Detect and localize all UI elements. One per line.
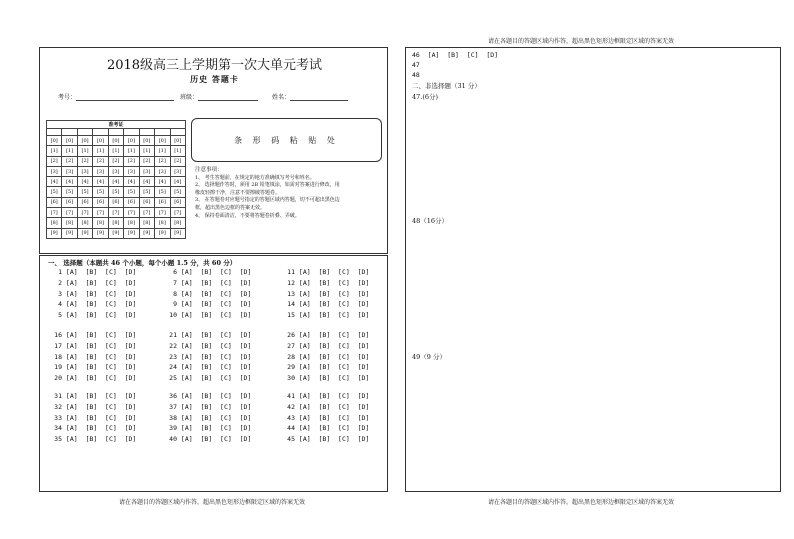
admission-bubble[interactable]: [7] bbox=[62, 208, 77, 218]
header-panel bbox=[39, 47, 388, 254]
admission-bubble[interactable]: [5] bbox=[93, 187, 108, 197]
admission-bubble[interactable]: [6] bbox=[124, 197, 139, 207]
choice-question-row[interactable] bbox=[50, 342, 136, 350]
question-number: 19 bbox=[54, 363, 62, 372]
admission-bubble[interactable]: [8] bbox=[47, 218, 62, 228]
notice-item: 橡皮轻擦干净，注意不要擦破答题卷。 bbox=[195, 189, 281, 196]
q48-number: 48 bbox=[412, 71, 420, 79]
answer-options[interactable]: [A] [B] [C] [D] bbox=[298, 413, 370, 422]
question-number: 4 bbox=[58, 300, 62, 309]
answer-options[interactable]: [A] [B] [C] [D] bbox=[298, 331, 370, 339]
choice-question-row[interactable] bbox=[283, 414, 369, 422]
admission-bubble[interactable]: [5] bbox=[47, 187, 62, 197]
admission-bubble[interactable]: [5] bbox=[139, 187, 154, 197]
choice-question-row[interactable] bbox=[50, 290, 136, 298]
admission-bubble[interactable]: [1] bbox=[47, 146, 62, 156]
question-number: 23 bbox=[169, 352, 177, 361]
choice-question-row[interactable] bbox=[283, 300, 369, 308]
choice-question-row[interactable] bbox=[50, 268, 136, 276]
admission-bubble[interactable]: [2] bbox=[108, 156, 123, 166]
notice-item: 2、 选择题作答时，须用 2B 铅笔填涂，如需对答案进行修改，用 bbox=[195, 182, 340, 189]
choice-question-row[interactable] bbox=[50, 331, 136, 339]
admission-bubble[interactable]: [9] bbox=[124, 228, 139, 238]
admission-bubble[interactable]: [3] bbox=[124, 166, 139, 176]
admission-bubble[interactable]: [9] bbox=[155, 228, 170, 238]
choice-question-row[interactable] bbox=[165, 424, 251, 432]
answer-options[interactable]: [A] [B] [C] [D] bbox=[180, 424, 252, 433]
answer-options[interactable]: [A] [B] [C] [D] bbox=[180, 268, 252, 276]
admission-bubble[interactable]: [1] bbox=[170, 146, 186, 156]
question-number: 26 bbox=[287, 331, 295, 339]
admission-bubble[interactable]: [6] bbox=[170, 197, 186, 207]
answer-options[interactable]: [A] [B] [C] [D] bbox=[180, 341, 252, 350]
question-number: 41 bbox=[287, 392, 295, 400]
admission-bubble[interactable]: [3] bbox=[47, 166, 62, 176]
choice-question-row[interactable] bbox=[165, 392, 251, 400]
question-number: 43 bbox=[287, 413, 295, 422]
question-number: 7 bbox=[173, 278, 177, 287]
admission-entry-cell[interactable] bbox=[108, 129, 123, 136]
admission-bubble[interactable]: [6] bbox=[77, 197, 92, 207]
exam-no-input-line[interactable] bbox=[76, 93, 174, 101]
admission-entry-cell[interactable] bbox=[124, 129, 139, 136]
admission-bubble[interactable]: [3] bbox=[93, 166, 108, 176]
answer-options[interactable]: [A] [B] [C] [D] bbox=[180, 413, 252, 422]
q47-number: 47 bbox=[412, 61, 420, 69]
answer-options[interactable]: [A] [B] [C] [D] bbox=[65, 413, 137, 422]
choice-question-row[interactable] bbox=[165, 279, 251, 287]
admission-bubble[interactable]: [4] bbox=[108, 177, 123, 187]
admission-bubble[interactable]: [7] bbox=[124, 208, 139, 218]
bottom-left-instruction: 请在各题目的答题区域内作答，超出黑色矩形边框限定区域的答案无效 bbox=[119, 499, 306, 506]
admission-bubble[interactable]: [2] bbox=[155, 156, 170, 166]
admission-bubble[interactable]: [5] bbox=[124, 187, 139, 197]
question-number: 44 bbox=[287, 424, 295, 433]
admission-bubble[interactable]: [8] bbox=[108, 218, 123, 228]
choice-question-row[interactable] bbox=[283, 353, 369, 361]
question-number: 5 bbox=[58, 311, 62, 320]
admission-bubble[interactable]: [1] bbox=[93, 146, 108, 156]
answer-options[interactable]: [A] [B] [C] [D] bbox=[298, 374, 370, 383]
answer-options[interactable]: [A] [B] [C] [D] bbox=[298, 402, 370, 411]
notice-item: 3、 在答题卷对应题号指定的答题区域内答题，切不可超出黑色边 bbox=[195, 197, 340, 204]
question-number: 33 bbox=[54, 413, 62, 422]
choice-question-row[interactable] bbox=[165, 290, 251, 298]
admission-bubble[interactable]: [7] bbox=[93, 208, 108, 218]
question-number: 17 bbox=[54, 341, 62, 350]
choice-question-row[interactable] bbox=[165, 414, 251, 422]
choice-question-row[interactable] bbox=[50, 374, 136, 382]
admission-bubble[interactable]: [9] bbox=[93, 228, 108, 238]
choice-question-row[interactable] bbox=[165, 268, 251, 276]
admission-entry-cell[interactable] bbox=[93, 129, 108, 136]
admission-entry-cell[interactable] bbox=[77, 129, 92, 136]
admission-bubble[interactable]: [9] bbox=[77, 228, 92, 238]
exam-title: 2018级高三上学期第一次大单元考试 bbox=[106, 58, 323, 73]
admission-bubble[interactable]: [9] bbox=[47, 228, 62, 238]
choice-question-row[interactable] bbox=[165, 403, 251, 411]
question-number: 20 bbox=[54, 374, 62, 383]
barcode-area: 条 形 码 粘 贴 处 bbox=[191, 118, 382, 162]
admission-bubble[interactable]: [6] bbox=[139, 197, 154, 207]
question-number: 28 bbox=[287, 352, 295, 361]
admission-bubble[interactable]: [0] bbox=[93, 136, 108, 146]
admission-bubble[interactable]: [4] bbox=[62, 177, 77, 187]
admission-bubble[interactable]: [8] bbox=[139, 218, 154, 228]
choice-question-row[interactable] bbox=[165, 353, 251, 361]
admission-bubble[interactable]: [4] bbox=[47, 177, 62, 187]
question-number: 25 bbox=[169, 374, 177, 383]
choice-question-row[interactable] bbox=[283, 268, 369, 276]
answer-options[interactable]: [A] [B] [C] [D] bbox=[180, 402, 252, 411]
choice-question-row[interactable] bbox=[165, 311, 251, 319]
choice-question-row[interactable] bbox=[50, 392, 136, 400]
question-number: 2 bbox=[58, 278, 62, 287]
admission-entry-cell[interactable] bbox=[47, 129, 62, 136]
choice-question-row[interactable] bbox=[50, 403, 136, 411]
admission-bubble[interactable]: [8] bbox=[170, 218, 186, 228]
admission-bubble[interactable]: [5] bbox=[170, 187, 186, 197]
answer-options[interactable]: [A] [B] [C] [D] bbox=[180, 392, 252, 400]
top-right-instruction: 请在各题目的答题区域内作答，超出黑色矩形边框限定区域的答案无效 bbox=[488, 38, 675, 45]
name-input-line[interactable] bbox=[290, 93, 348, 101]
admission-bubble[interactable]: [7] bbox=[108, 208, 123, 218]
admission-entry-cell[interactable] bbox=[155, 129, 170, 136]
exam-no-label: 考号： bbox=[58, 94, 77, 101]
admission-bubble[interactable]: [8] bbox=[62, 218, 77, 228]
admission-bubble[interactable]: [2] bbox=[93, 156, 108, 166]
answer-options[interactable]: [A] [B] [C] [D] bbox=[298, 311, 370, 320]
choice-question-row[interactable] bbox=[165, 374, 251, 382]
admission-bubble[interactable]: [2] bbox=[47, 156, 62, 166]
admission-bubble[interactable]: [0] bbox=[77, 136, 92, 146]
q46-row[interactable]: 46 [A] [B] [C] [D] bbox=[412, 51, 499, 59]
admission-bubble[interactable]: [2] bbox=[170, 156, 186, 166]
admission-entry-cell[interactable] bbox=[170, 129, 186, 136]
answer-options[interactable]: [A] [B] [C] [D] bbox=[180, 374, 252, 383]
question-number: 45 bbox=[287, 435, 295, 444]
admission-label: 准考证 bbox=[47, 121, 186, 129]
choice-section-title: 一、 选择题（本题共 46 个小题，每个小题 1.5 分，共 60 分） bbox=[48, 259, 237, 267]
q49-score-label: 49（9 分） bbox=[412, 353, 446, 361]
admission-bubble[interactable]: [4] bbox=[124, 177, 139, 187]
question-number: 15 bbox=[287, 311, 295, 320]
question-number: 39 bbox=[169, 424, 177, 433]
admission-bubble[interactable]: [1] bbox=[62, 146, 77, 156]
admission-bubble[interactable]: [1] bbox=[77, 146, 92, 156]
admission-bubble[interactable]: [6] bbox=[155, 197, 170, 207]
choice-panel bbox=[39, 255, 388, 492]
admission-bubble[interactable]: [4] bbox=[139, 177, 154, 187]
question-number: 42 bbox=[287, 402, 295, 411]
admission-bubble[interactable]: [0] bbox=[139, 136, 154, 146]
answer-options[interactable]: [A] [B] [C] [D] bbox=[298, 300, 370, 309]
question-number: 36 bbox=[169, 392, 177, 400]
admission-bubble[interactable]: [2] bbox=[139, 156, 154, 166]
answer-options[interactable]: [A] [B] [C] [D] bbox=[180, 352, 252, 361]
question-number: 35 bbox=[54, 435, 62, 444]
admission-bubble[interactable]: [0] bbox=[47, 136, 62, 146]
admission-bubble[interactable]: [1] bbox=[108, 146, 123, 156]
admission-number-grid bbox=[46, 120, 186, 240]
admission-bubble[interactable]: [0] bbox=[155, 136, 170, 146]
answer-options[interactable]: [A] [B] [C] [D] bbox=[65, 392, 137, 400]
question-number: 27 bbox=[287, 341, 295, 350]
answer-options[interactable]: [A] [B] [C] [D] bbox=[65, 289, 137, 298]
answer-options[interactable]: [A] [B] [C] [D] bbox=[180, 331, 252, 339]
notice-box bbox=[191, 164, 382, 244]
name-field bbox=[272, 92, 348, 101]
admission-bubble[interactable]: [9] bbox=[62, 228, 77, 238]
admission-bubble[interactable]: [0] bbox=[124, 136, 139, 146]
choice-question-row[interactable] bbox=[50, 363, 136, 371]
admission-bubble[interactable]: [6] bbox=[47, 197, 62, 207]
notice-item: 框，超出黑色边框的答案无效。 bbox=[195, 204, 266, 211]
question-number: 8 bbox=[173, 289, 177, 298]
question-number: 13 bbox=[287, 289, 295, 298]
choice-question-row[interactable] bbox=[283, 424, 369, 432]
question-number: 21 bbox=[169, 331, 177, 339]
answer-options[interactable]: [A] [B] [C] [D] bbox=[180, 363, 252, 372]
exam-no-field bbox=[58, 92, 174, 101]
question-number: 29 bbox=[287, 363, 295, 372]
admission-bubble[interactable]: [1] bbox=[139, 146, 154, 156]
answer-options[interactable]: [A] [B] [C] [D] bbox=[65, 363, 137, 372]
admission-bubble[interactable]: [3] bbox=[155, 166, 170, 176]
question-number: 14 bbox=[287, 300, 295, 309]
choice-question-row[interactable] bbox=[283, 290, 369, 298]
question-number: 16 bbox=[54, 331, 62, 339]
admission-bubble[interactable]: [3] bbox=[170, 166, 186, 176]
answer-options[interactable]: [A] [B] [C] [D] bbox=[65, 341, 137, 350]
choice-question-row[interactable] bbox=[50, 435, 136, 443]
bottom-right-instruction: 请在各题目的答题区域内作答，超出黑色矩形边框限定区域的答案无效 bbox=[488, 499, 675, 506]
question-number: 1 bbox=[58, 268, 62, 276]
choice-question-row[interactable] bbox=[283, 279, 369, 287]
admission-bubble[interactable]: [4] bbox=[77, 177, 92, 187]
choice-question-row[interactable] bbox=[165, 435, 251, 443]
admission-bubble[interactable]: [7] bbox=[170, 208, 186, 218]
answer-sheet-subtitle: 历史 答题卡 bbox=[190, 74, 239, 84]
admission-bubble[interactable]: [9] bbox=[108, 228, 123, 238]
admission-bubble[interactable]: [8] bbox=[124, 218, 139, 228]
answer-options[interactable]: [A] [B] [C] [D] bbox=[298, 278, 370, 287]
answer-options[interactable]: [A] [B] [C] [D] bbox=[65, 402, 137, 411]
class-input-line[interactable] bbox=[198, 93, 258, 101]
question-number: 22 bbox=[169, 341, 177, 350]
question-number: 38 bbox=[169, 413, 177, 422]
choice-question-row[interactable] bbox=[165, 331, 251, 339]
admission-bubble[interactable]: [5] bbox=[155, 187, 170, 197]
question-number: 32 bbox=[54, 402, 62, 411]
admission-bubble[interactable]: [2] bbox=[124, 156, 139, 166]
admission-bubble[interactable]: [5] bbox=[108, 187, 123, 197]
admission-bubble[interactable]: [3] bbox=[62, 166, 77, 176]
answer-options[interactable]: [A] [B] [C] [D] bbox=[180, 289, 252, 298]
choice-question-row[interactable] bbox=[50, 424, 136, 432]
admission-bubble[interactable]: [4] bbox=[155, 177, 170, 187]
answer-options[interactable]: [A] [B] [C] [D] bbox=[298, 424, 370, 433]
question-number: 34 bbox=[54, 424, 62, 433]
choice-question-row[interactable] bbox=[50, 279, 136, 287]
choice-question-row[interactable] bbox=[50, 414, 136, 422]
admission-bubble[interactable]: [0] bbox=[62, 136, 77, 146]
choice-question-row[interactable] bbox=[283, 435, 369, 443]
admission-bubble[interactable]: [2] bbox=[77, 156, 92, 166]
answer-options[interactable]: [A] [B] [C] [D] bbox=[298, 352, 370, 361]
answer-options[interactable]: [A] [B] [C] [D] bbox=[65, 300, 137, 309]
answer-options[interactable]: [A] [B] [C] [D] bbox=[298, 392, 370, 400]
choice-question-row[interactable] bbox=[283, 311, 369, 319]
admission-bubble[interactable]: [7] bbox=[155, 208, 170, 218]
question-number: 12 bbox=[287, 278, 295, 287]
admission-bubble[interactable]: [7] bbox=[77, 208, 92, 218]
answer-options[interactable]: [A] [B] [C] [D] bbox=[65, 352, 137, 361]
admission-bubble[interactable]: [0] bbox=[108, 136, 123, 146]
answer-options[interactable]: [A] [B] [C] [D] bbox=[65, 374, 137, 383]
choice-question-row[interactable] bbox=[50, 353, 136, 361]
answer-options[interactable]: [A] [B] [C] [D] bbox=[65, 424, 137, 433]
question-number: 10 bbox=[169, 311, 177, 320]
admission-bubble[interactable]: [7] bbox=[47, 208, 62, 218]
admission-bubble[interactable]: [4] bbox=[93, 177, 108, 187]
nonchoice-section-title: 二、非选择题（31 分） bbox=[412, 82, 481, 90]
answer-options[interactable]: [A] [B] [C] [D] bbox=[298, 435, 370, 444]
admission-bubble[interactable]: [4] bbox=[170, 177, 186, 187]
choice-question-row[interactable] bbox=[50, 311, 136, 319]
admission-bubble[interactable]: [8] bbox=[77, 218, 92, 228]
answer-options[interactable]: [A] [B] [C] [D] bbox=[180, 311, 252, 320]
choice-question-row[interactable] bbox=[165, 300, 251, 308]
admission-bubble[interactable]: [6] bbox=[93, 197, 108, 207]
name-label: 姓名： bbox=[272, 94, 291, 101]
q47-score-label: 47.(6分) bbox=[412, 93, 439, 101]
question-number: 40 bbox=[169, 435, 177, 444]
admission-bubble[interactable]: [2] bbox=[62, 156, 77, 166]
question-number: 11 bbox=[287, 268, 295, 276]
choice-question-row[interactable] bbox=[283, 392, 369, 400]
answer-options[interactable]: [A] [B] [C] [D] bbox=[180, 278, 252, 287]
choice-question-row[interactable] bbox=[283, 363, 369, 371]
answer-options[interactable]: [A] [B] [C] [D] bbox=[298, 289, 370, 298]
answer-options[interactable]: [A] [B] [C] [D] bbox=[65, 268, 137, 276]
choice-question-row[interactable] bbox=[283, 403, 369, 411]
admission-bubble[interactable]: [9] bbox=[139, 228, 154, 238]
admission-bubble[interactable]: [7] bbox=[139, 208, 154, 218]
class-label: 班级： bbox=[180, 94, 199, 101]
admission-bubble[interactable]: [3] bbox=[108, 166, 123, 176]
answer-options[interactable]: [A] [B] [C] [D] bbox=[180, 435, 252, 444]
choice-question-row[interactable] bbox=[283, 342, 369, 350]
admission-bubble[interactable]: [3] bbox=[77, 166, 92, 176]
admission-entry-cell[interactable] bbox=[62, 129, 77, 136]
right-answer-panel bbox=[405, 47, 781, 492]
admission-bubble[interactable]: [1] bbox=[155, 146, 170, 156]
notice-item: 4、 保持卷面清洁，不要将答题卷折叠、弄破。 bbox=[195, 212, 300, 219]
question-number: 9 bbox=[173, 300, 177, 309]
question-number: 31 bbox=[54, 392, 62, 400]
answer-options[interactable]: [A] [B] [C] [D] bbox=[65, 311, 137, 320]
admission-bubble[interactable]: [0] bbox=[170, 136, 186, 146]
admission-bubble[interactable]: [3] bbox=[139, 166, 154, 176]
class-field bbox=[180, 92, 258, 101]
admission-bubble[interactable]: [1] bbox=[124, 146, 139, 156]
admission-bubble[interactable]: [8] bbox=[155, 218, 170, 228]
question-number: 3 bbox=[58, 289, 62, 298]
admission-bubble[interactable]: [6] bbox=[108, 197, 123, 207]
answer-options[interactable]: [A] [B] [C] [D] bbox=[298, 268, 370, 276]
choice-question-row[interactable] bbox=[283, 374, 369, 382]
answer-options[interactable]: [A] [B] [C] [D] bbox=[65, 331, 137, 339]
answer-options[interactable]: [A] [B] [C] [D] bbox=[298, 341, 370, 350]
notice-heading: 注意事项： bbox=[195, 167, 223, 173]
admission-entry-cell[interactable] bbox=[139, 129, 154, 136]
answer-options[interactable]: [A] [B] [C] [D] bbox=[180, 300, 252, 309]
admission-bubble[interactable]: [8] bbox=[93, 218, 108, 228]
choice-question-row[interactable] bbox=[283, 331, 369, 339]
question-number: 24 bbox=[169, 363, 177, 372]
choice-question-row[interactable] bbox=[165, 363, 251, 371]
choice-question-row[interactable] bbox=[165, 342, 251, 350]
admission-bubble[interactable]: [5] bbox=[62, 187, 77, 197]
admission-bubble[interactable]: [5] bbox=[77, 187, 92, 197]
answer-options[interactable]: [A] [B] [C] [D] bbox=[298, 363, 370, 372]
question-number: 6 bbox=[173, 268, 177, 276]
question-number: 30 bbox=[287, 374, 295, 383]
question-number: 18 bbox=[54, 352, 62, 361]
question-number: 37 bbox=[169, 402, 177, 411]
q48-score-label: 48（16分） bbox=[412, 217, 449, 225]
choice-question-row[interactable] bbox=[50, 300, 136, 308]
answer-options[interactable]: [A] [B] [C] [D] bbox=[65, 435, 137, 444]
notice-item: 1、 考生答题前，在规定的地方准确填写考号和姓名。 bbox=[195, 174, 315, 181]
answer-options[interactable]: [A] [B] [C] [D] bbox=[65, 278, 137, 287]
admission-bubble[interactable]: [6] bbox=[62, 197, 77, 207]
admission-bubble[interactable]: [9] bbox=[170, 228, 186, 238]
